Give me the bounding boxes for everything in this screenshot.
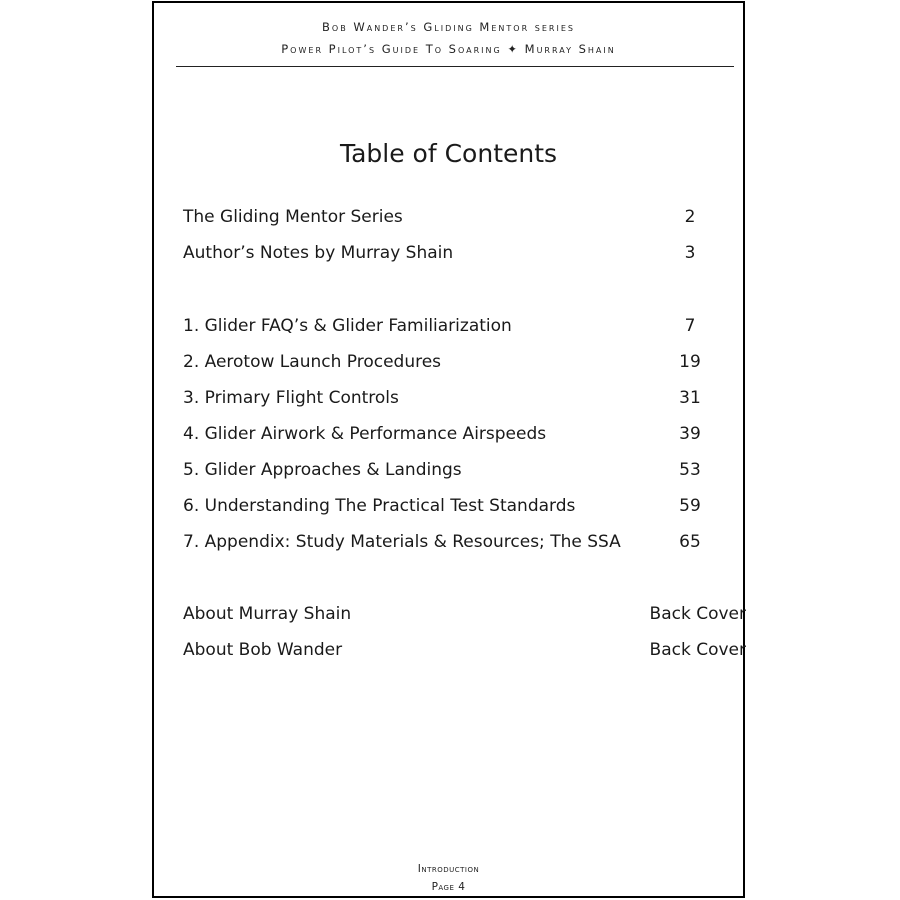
toc-entry-label: The Gliding Mentor Series	[183, 207, 403, 227]
page-title: Table of Contents	[339, 139, 558, 168]
toc-entry-page: 31	[679, 388, 701, 408]
toc-entry-label: 3. Primary Flight Controls	[183, 388, 399, 408]
toc-entry-page: 7	[684, 316, 696, 336]
toc-entry-page: 65	[679, 532, 701, 552]
toc-entry	[183, 460, 723, 484]
toc-entry	[183, 604, 746, 628]
series-header: Bob Wander’s Gliding Mentor series	[322, 20, 575, 34]
toc-entry-page: Back Cover	[649, 640, 746, 660]
toc-entry-label: 1. Glider FAQ’s & Glider Familiarization	[183, 316, 512, 336]
toc-entry	[183, 496, 723, 520]
toc-entry	[183, 316, 723, 340]
toc-entry	[183, 532, 723, 556]
header-rule	[176, 66, 734, 67]
toc-entry-label: 4. Glider Airwork & Performance Airspeeds	[183, 424, 547, 444]
toc-entry-label: 2. Aerotow Launch Procedures	[183, 352, 442, 372]
toc-entry-label: 6. Understanding The Practical Test Standards	[183, 496, 576, 516]
toc-entry-page: 59	[679, 496, 701, 516]
toc-entry-page: 53	[679, 460, 701, 480]
toc-entry	[183, 424, 723, 448]
toc-entry	[183, 388, 723, 412]
toc-entry-page: 19	[679, 352, 701, 372]
toc-entry-page: Back Cover	[649, 604, 746, 624]
toc-entry-label: Author’s Notes by Murray Shain	[183, 243, 454, 263]
book-page	[152, 1, 745, 898]
toc-entry-label: 7. Appendix: Study Materials & Resources; The SSA	[183, 532, 621, 552]
toc-entry	[183, 640, 746, 664]
toc-entry-label: 5. Glider Approaches & Landings	[183, 460, 462, 480]
toc-entry-label: About Bob Wander	[183, 640, 343, 660]
toc-entry	[183, 207, 723, 231]
toc-entry	[183, 352, 723, 376]
toc-entry-label: About Murray Shain	[183, 604, 352, 624]
toc-entry-page: 2	[684, 207, 696, 227]
toc-entry-page: 3	[684, 243, 696, 263]
toc-entry	[183, 243, 723, 267]
book-subtitle-header: Power Pilot’s Guide To Soaring ✦ Murray Shain	[281, 42, 616, 56]
toc-entry-page: 39	[679, 424, 701, 444]
footer-page-number: Page 4	[431, 881, 466, 893]
footer-section: Introduction	[417, 863, 480, 875]
